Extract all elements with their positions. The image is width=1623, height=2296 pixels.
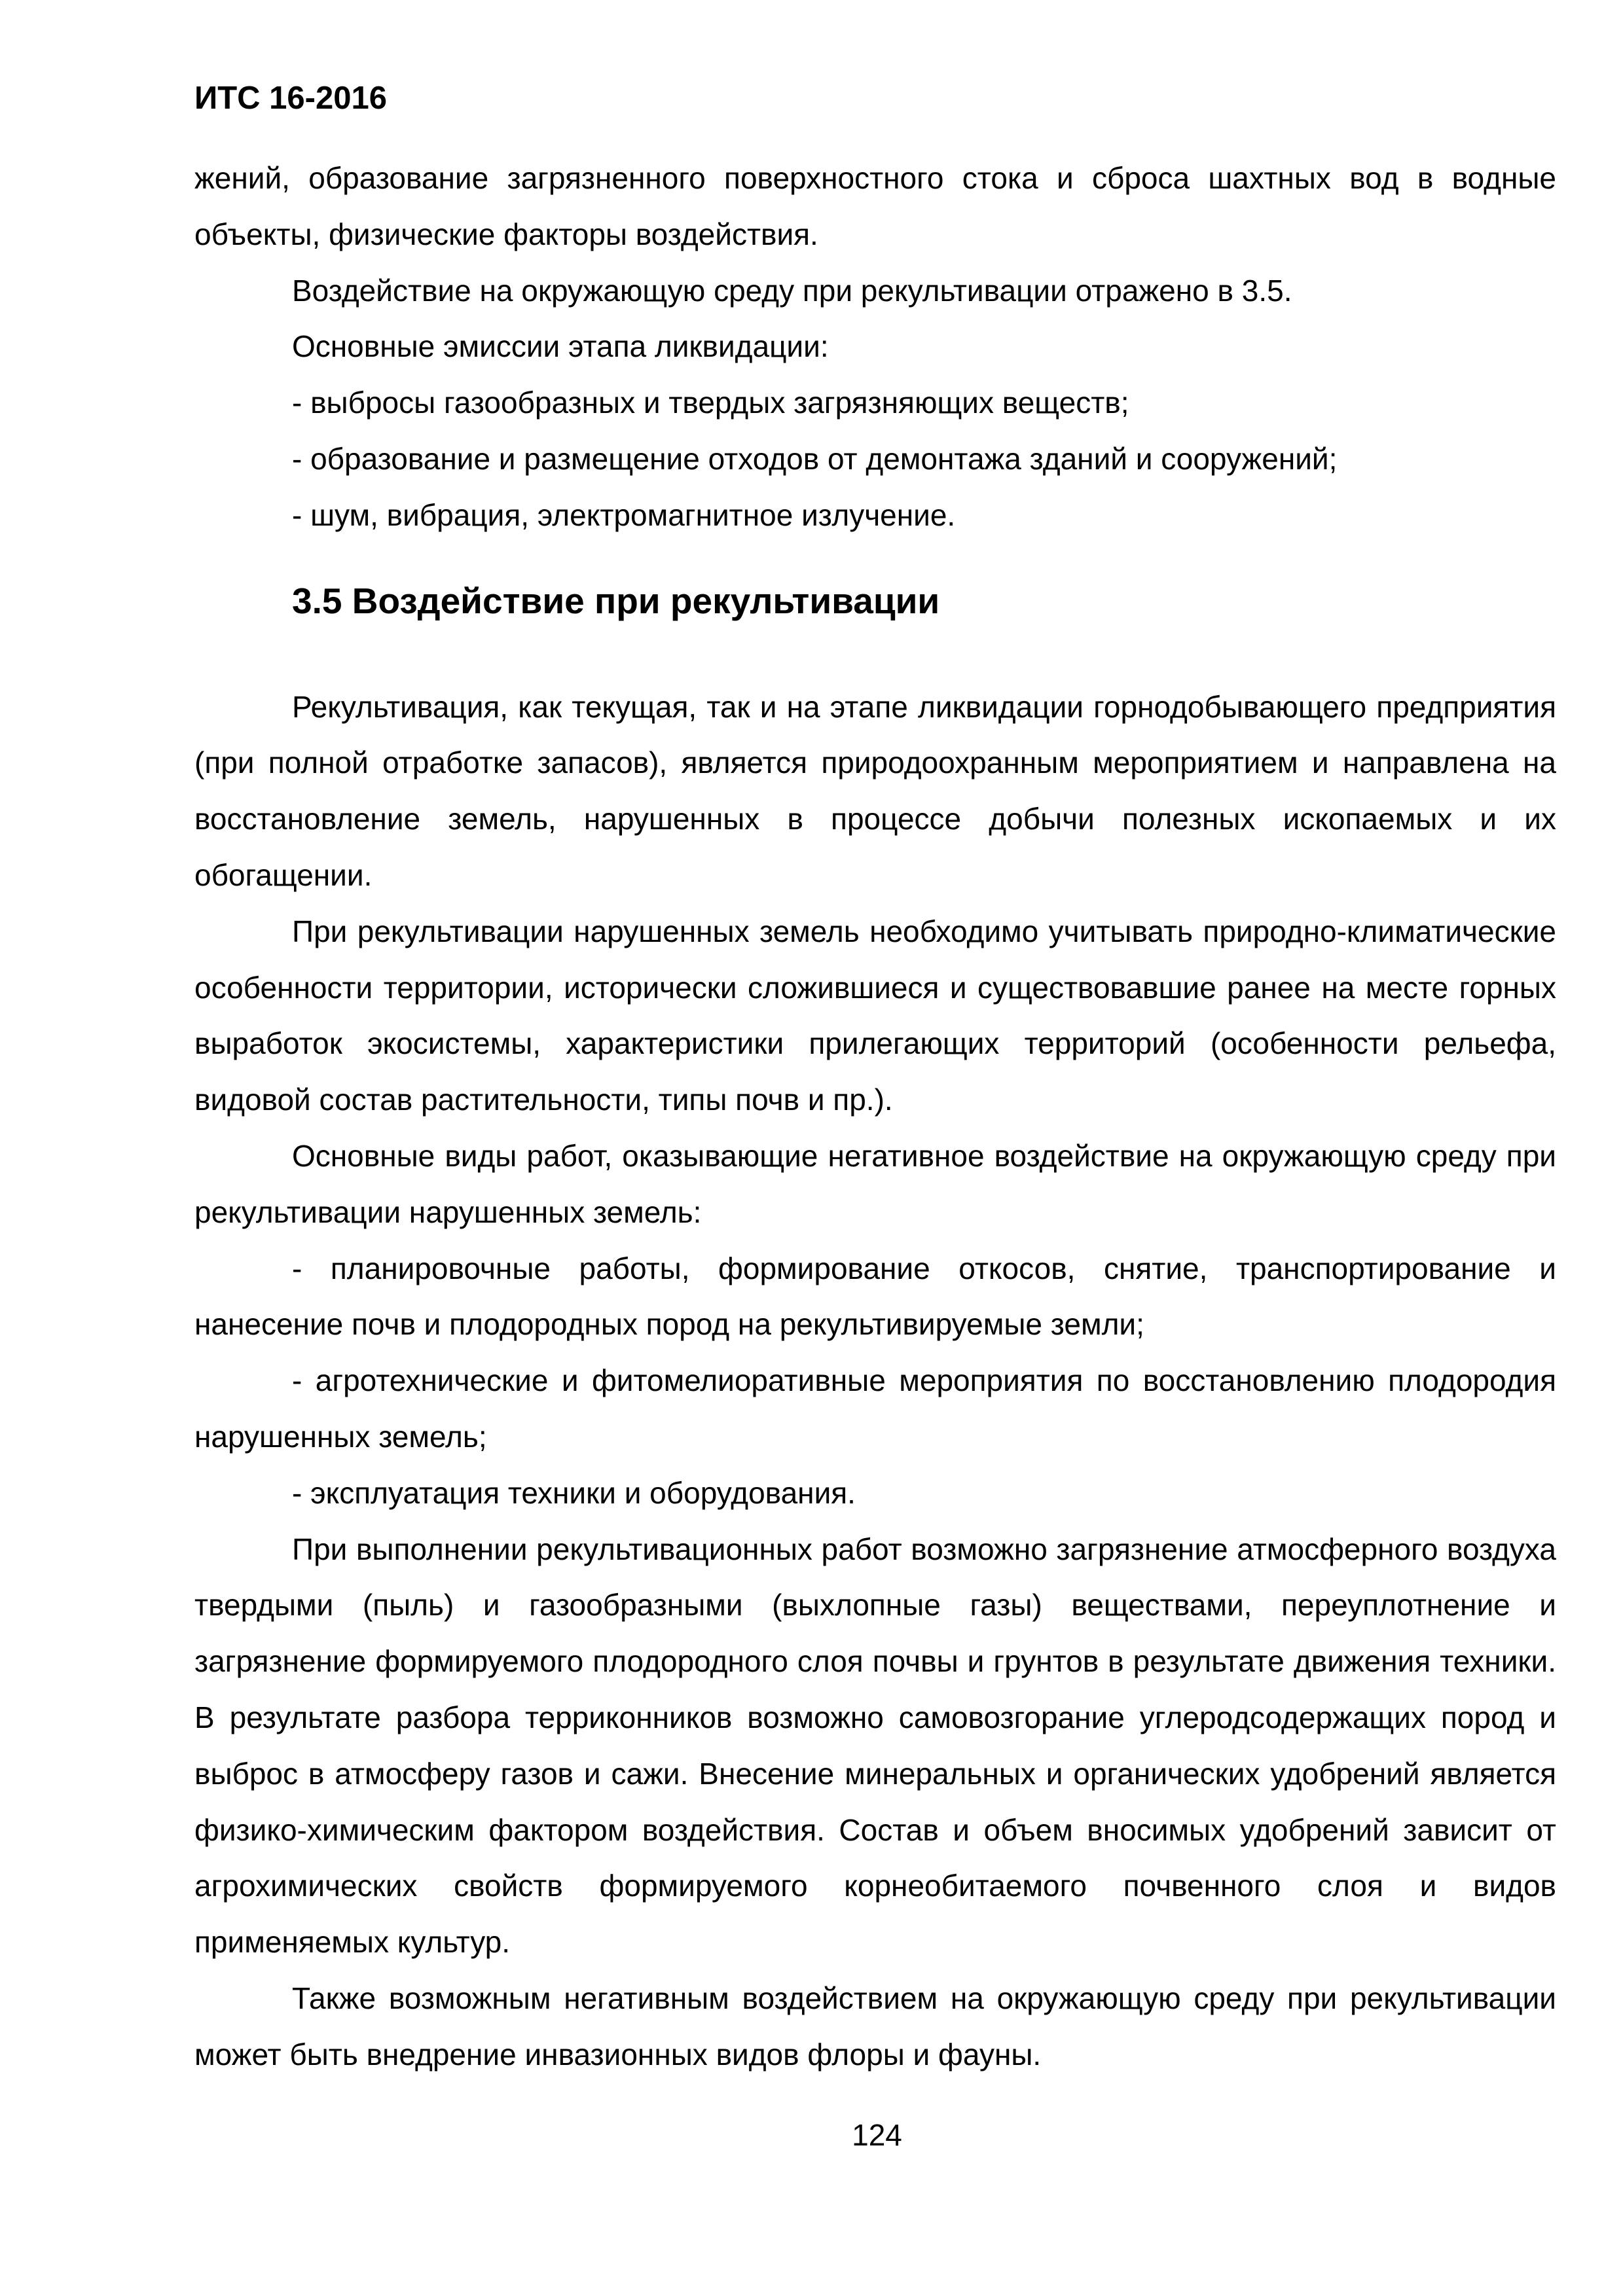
document-body (194, 151, 1556, 2083)
page-number: 124 (852, 2118, 902, 2152)
paragraph-invasive-species: Также возможным негативным воздействием на окружающую среду при рекультивации может быть внедрение инвазионных видов флоры и фауны. (194, 1981, 1556, 2072)
work-list-item: - агротехнические и фитомелиоративные мероприятия по восстановлению плодородия нарушенных земель; (194, 1363, 1556, 1454)
paragraph-impact-reference: Воздействие на окружающую среду при рекультивации отражено в 3.5. (292, 273, 1292, 308)
work-list-item: - эксплуатация техники и оборудования. (292, 1475, 856, 1510)
emissions-list-item: - выбросы газообразных и твердых загрязняющих веществ; (292, 386, 1129, 420)
paragraph-work-types: Основные виды работ, оказывающие негативное воздействие на окружающую среду при рекультивации нарушенных земель: (194, 1138, 1556, 1229)
paragraph-pollution: При выполнении рекультивационных работ возможно загрязнение атмосферного воздуха твердыми (пыль) и газообразными (выхлопные газы) веществами, переуплотнение и загрязнение формируемого плодородного слоя почвы и грунтов в результате движения техники. В результате разбора терриконников возможно самовозгорание углеродсодержащих пород и выброс в атмосферу газов и сажи. Внесение минеральных и органических удобрений является физико-химическим фактором воздействия. Состав и объем вносимых удобрений зависит от агрохимических свойств формируемого корнеобитаемого почвенного слоя и видов применяемых культур. (194, 1532, 1556, 1960)
paragraph-main-emissions: Основные эмиссии этапа ликвидации: (292, 329, 829, 364)
section-heading: 3.5 Воздействие при рекультивации (292, 580, 940, 621)
work-list-item: - планировочные работы, формирование откосов, снятие, транспортирование и нанесение почв и плодородных пород на рекультивируемые земли; (194, 1251, 1556, 1342)
paragraph-recultivation-intro: Рекультивация, как текущая, так и на этапе ликвидации горнодобывающего предприятия (при полной отработке запасов), является природоохранным мероприятием и направлена на восстановление земель, нарушенных в процессе добычи полезных ископаемых и их обогащении. (194, 689, 1556, 892)
paragraph-recultivation-factors: При рекультивации нарушенных земель необходимо учитывать природно-климатические особенности территории, исторически сложившиеся и существовавшие ранее на месте горных выработок экосистемы, характеристики прилегающих территорий (особенности рельефа, видовой состав растительности, типы почв и пр.). (194, 914, 1556, 1117)
document-header: ИТС 16-2016 (194, 81, 387, 116)
emissions-list-item: - шум, вибрация, электромагнитное излучение. (292, 497, 956, 532)
emissions-list-item: - образование и размещение отходов от демонтажа зданий и сооружений; (292, 441, 1338, 476)
paragraph-continuation: жений, образование загрязненного поверхностного стока и сброса шахтных вод в водные объекты, физические факторы воздействия. (194, 161, 1556, 251)
